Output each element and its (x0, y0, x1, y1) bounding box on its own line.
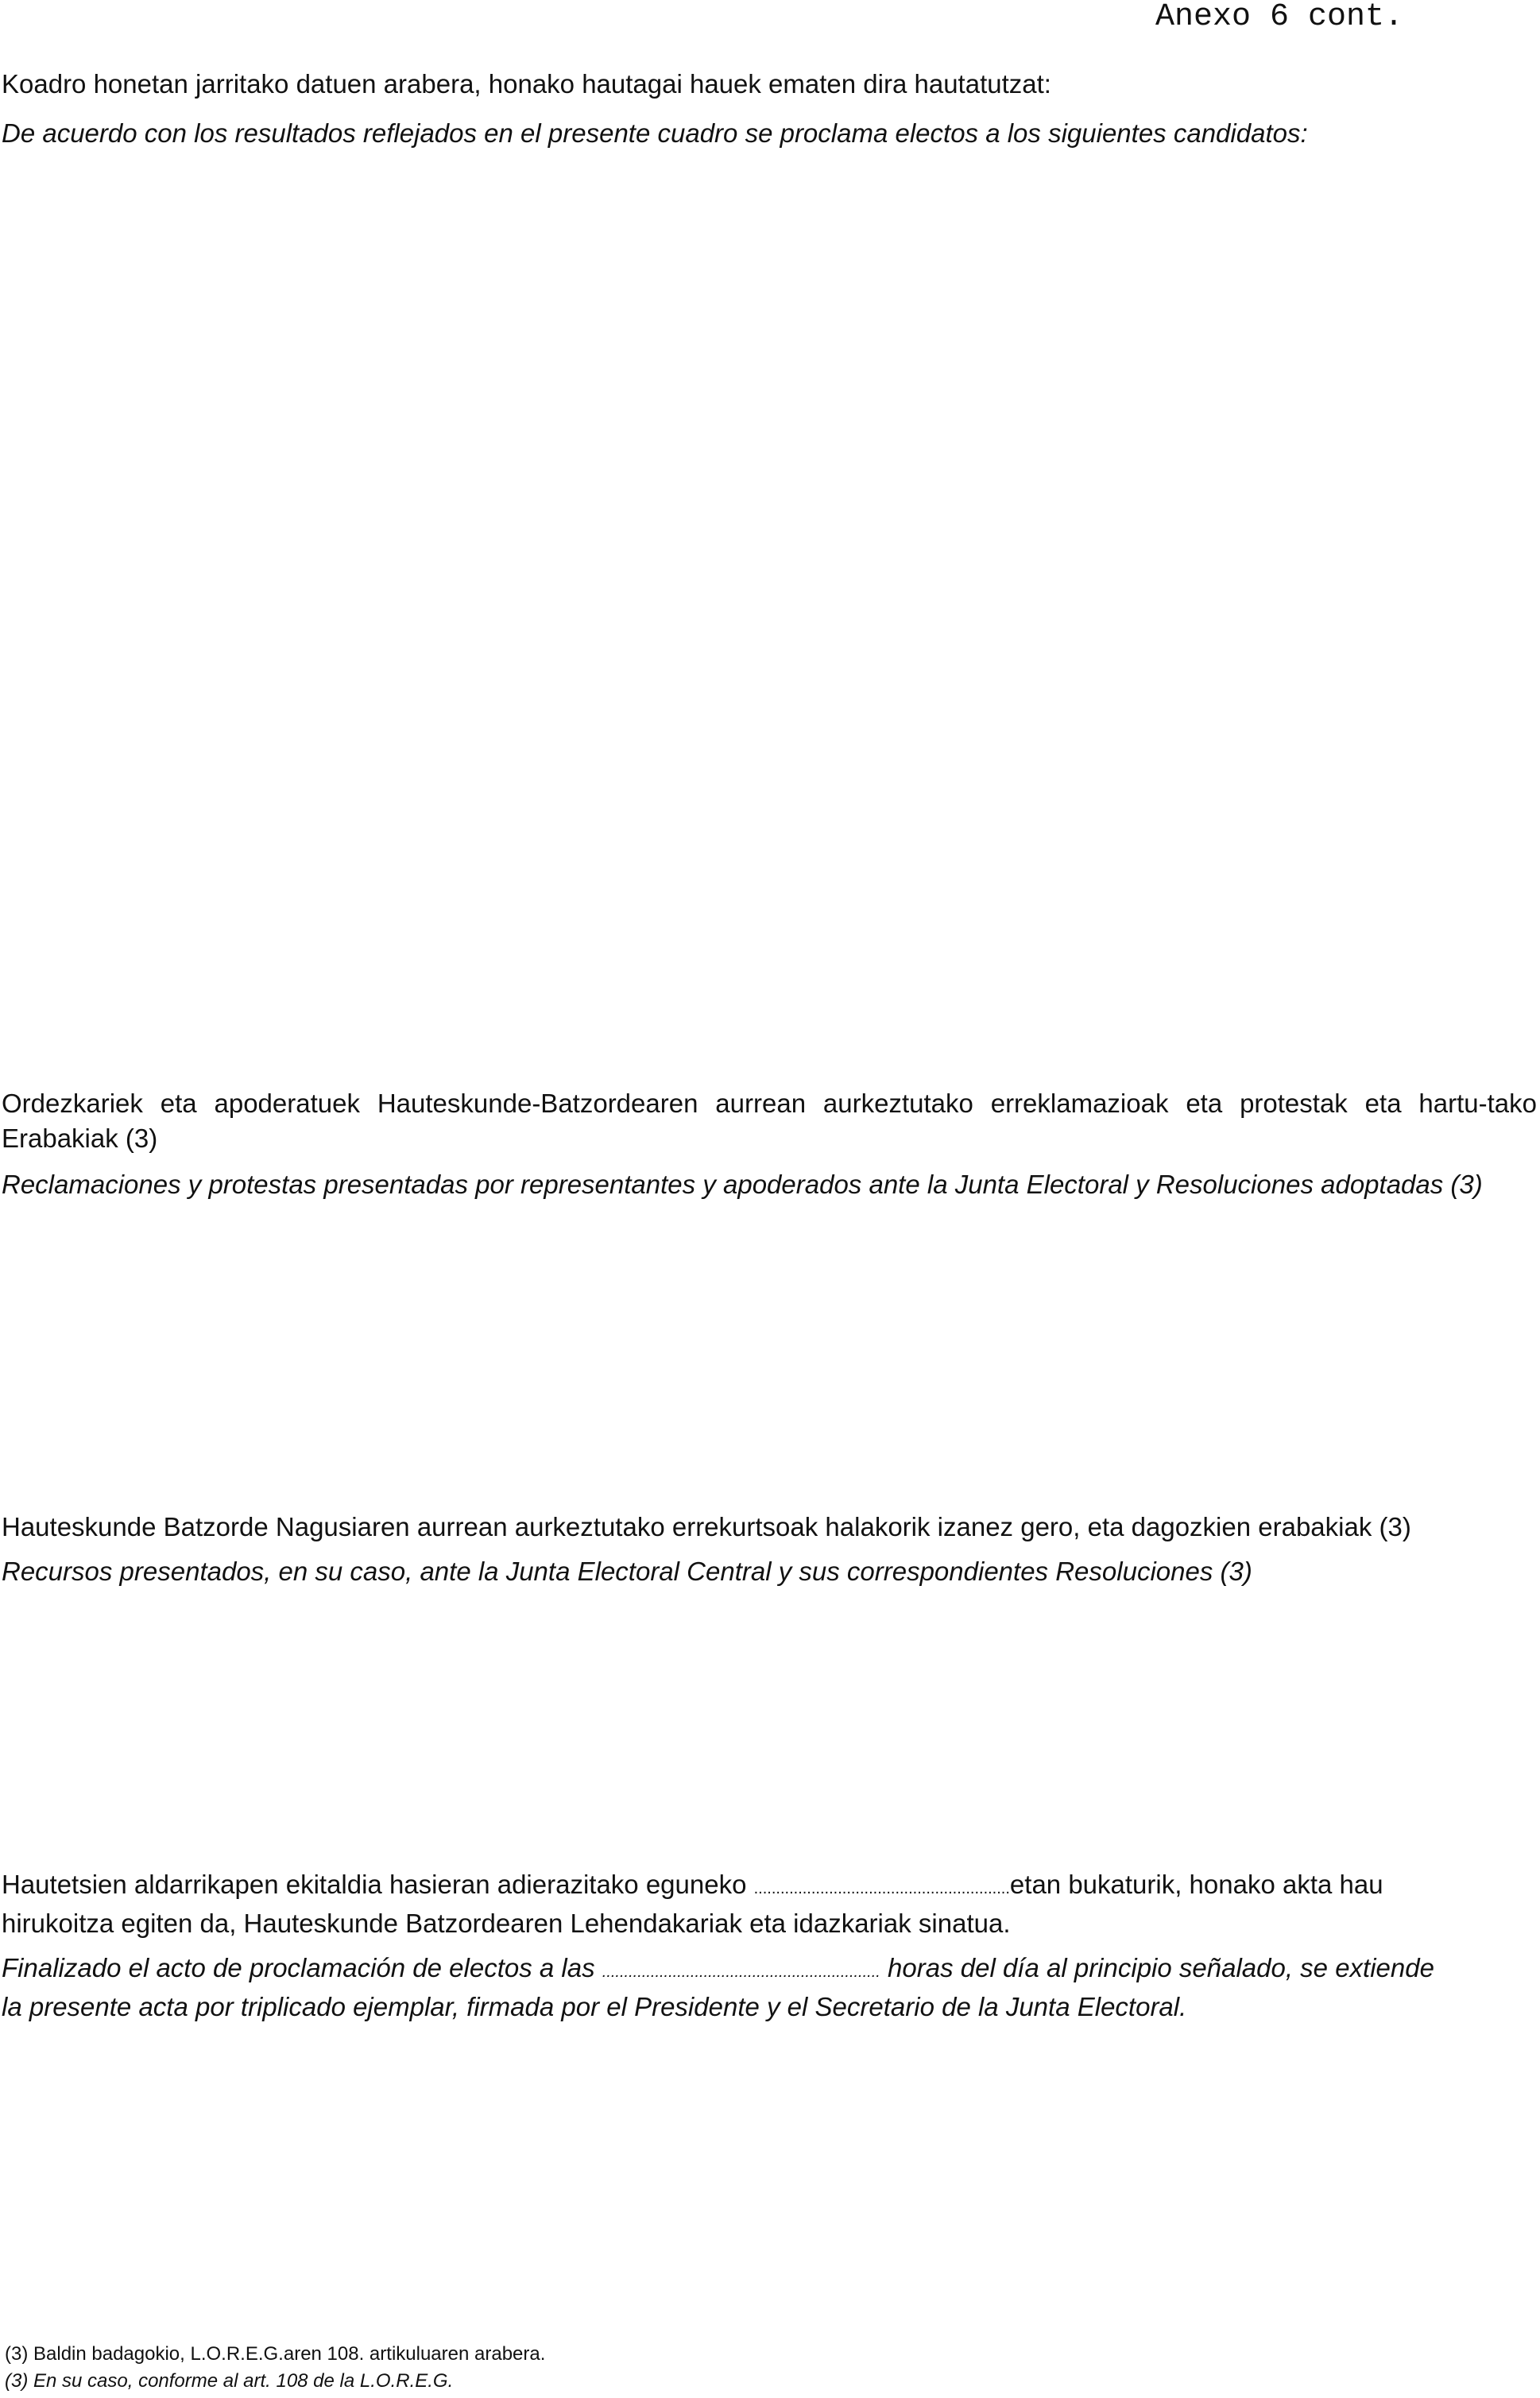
claims-text-eu: Ordezkariek eta apoderatuek Hauteskunde-Batzordearen aurrean aurkeztutako erreklamazioak eta protestak eta hartu-tako Erabakiak (3) (2, 1089, 1537, 1153)
appeals-section (2, 1510, 1537, 1589)
closing-text-eu-line2: hirukoitza egiten da, Hauteskunde Batzordearen Lehendakariak eta idazkariak sinatua. (2, 1909, 1011, 1938)
closing-es-after: horas del día al principio señalado, se extiende (888, 1953, 1434, 1982)
closing-section (2, 1867, 1537, 2025)
closing-text-es-line1 (2, 1951, 1537, 1990)
closing-eu-dotted-blank: .......................................................... (753, 1880, 1010, 1897)
closing-es-dotted-blank: ............................................................... (602, 1963, 880, 1981)
proclamation-text-eu: Koadro honetan jarritako datuen arabera, honako hautagai hauek ematen dira hautatutzat: (2, 69, 1051, 99)
footnotes (5, 2341, 545, 2395)
appeals-text-es: Recursos presentados, en su caso, ante la Junta Electoral Central y sus correspondientes Resoluciones (3) (2, 1557, 1252, 1586)
appeals-text-eu: Hauteskunde Batzorde Nagusiaren aurrean aurkeztutako errekurtsoak halakorik izanez gero, eta dagozkien erabakiak (3) (2, 1512, 1411, 1541)
footnote-es: (3) En su caso, conforme al art. 108 de la L.O.R.E.G. (5, 2370, 454, 2392)
proclamation-section (2, 67, 1537, 151)
footnote-eu: (3) Baldin badagokio, L.O.R.E.G.aren 108. artikuluaren arabera. (5, 2343, 546, 2365)
closing-eu-after: etan bukaturik, honako akta hau (1009, 1870, 1383, 1899)
closing-text-es-line2: la presente acta por triplicado ejemplar, firmada por el Presidente y el Secretario de la Junta Electoral. (2, 1992, 1187, 2021)
closing-es-before: Finalizado el acto de proclamación de electos a las (2, 1953, 595, 1982)
proclamation-text-es: De acuerdo con los resultados reflejados en el presente cuadro se proclama electos a los siguientes candidatos: (2, 118, 1308, 148)
claims-section (2, 1086, 1537, 1202)
claims-text-es: Reclamaciones y protestas presentadas por representantes y apoderados ante la Junta Electoral y Resoluciones adoptadas (3) (2, 1170, 1483, 1199)
annex-label: Anexo 6 cont. (1155, 0, 1404, 35)
closing-eu-before: Hautetsien aldarrikapen ekitaldia hasieran adierazitako eguneko (2, 1870, 747, 1899)
closing-text-eu-line1 (2, 1867, 1537, 1906)
